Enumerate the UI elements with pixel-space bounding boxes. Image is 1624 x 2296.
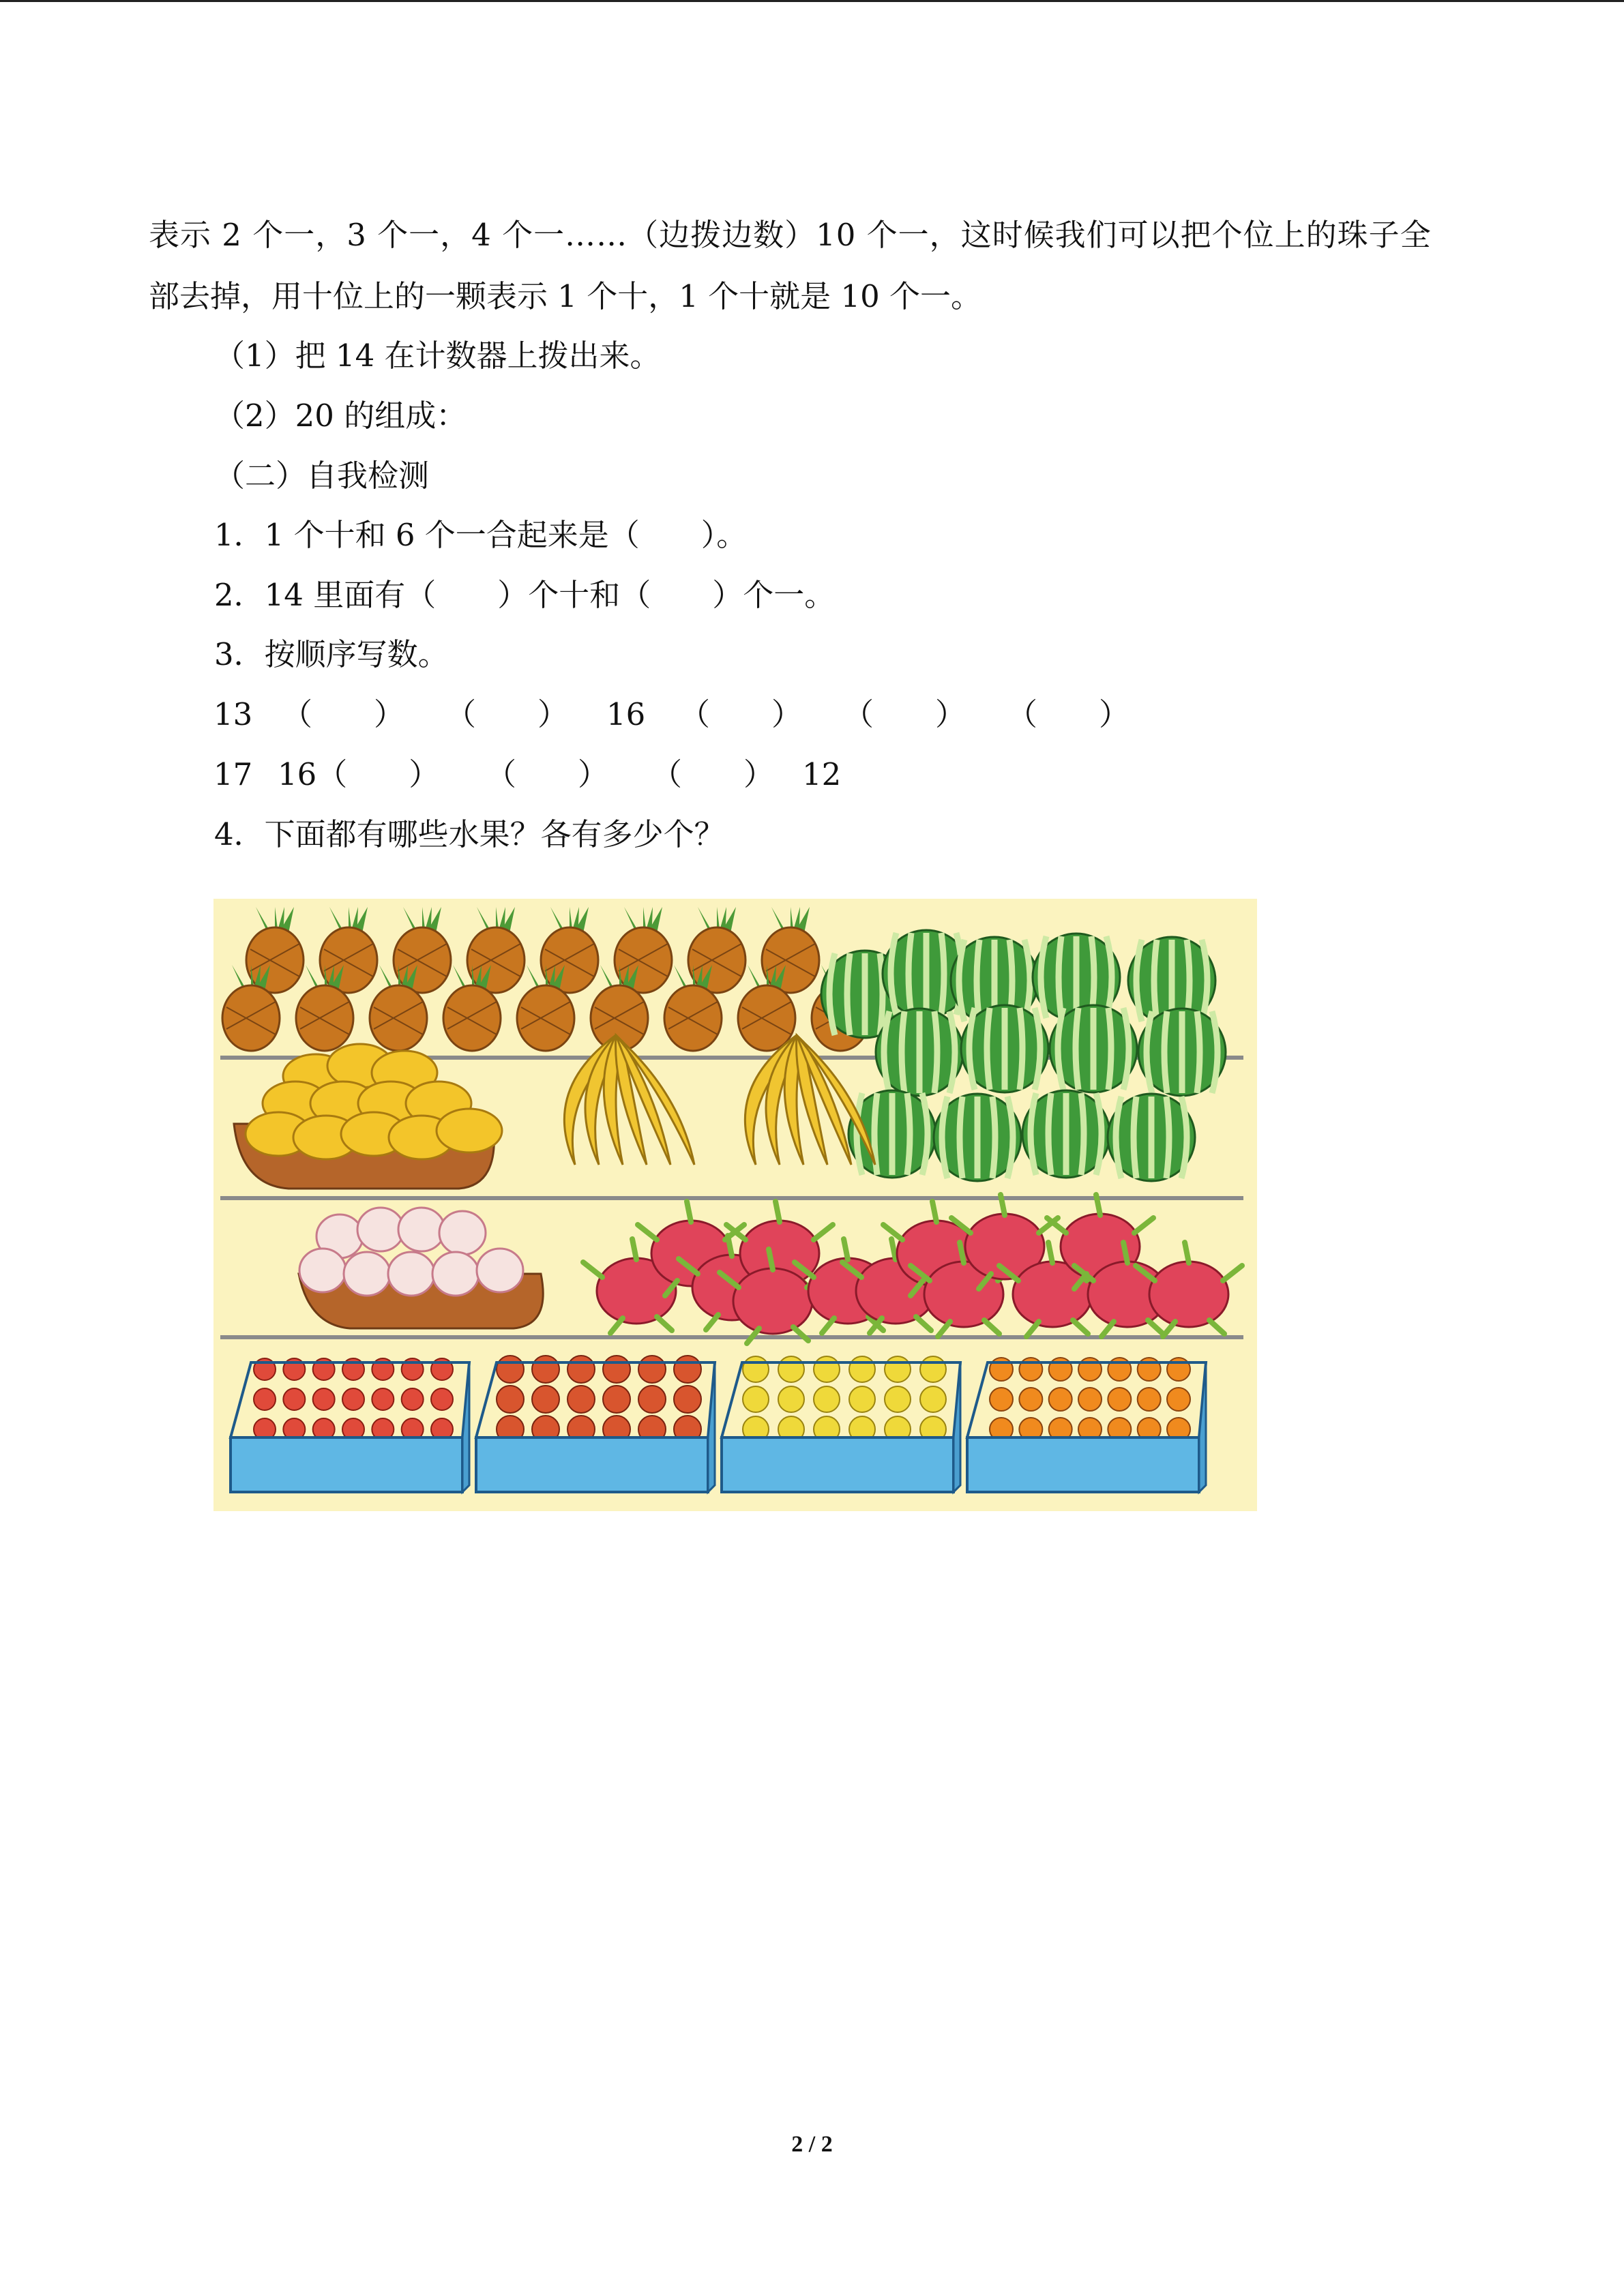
box-fruit (1049, 1388, 1072, 1411)
box-fruit (885, 1356, 911, 1382)
watermelon (1050, 1005, 1137, 1092)
box-fruit (431, 1388, 453, 1410)
box-fruit (603, 1356, 630, 1383)
peach (477, 1249, 523, 1292)
sequence-item: 16（ ） (278, 756, 440, 792)
box-fruit (497, 1356, 524, 1383)
watermelon (961, 1005, 1048, 1092)
question-4: 4．下面都有哪些水果？各有多少个？ (214, 816, 725, 852)
box-fruit (283, 1388, 305, 1410)
watermelon (876, 1009, 963, 1096)
box-fruit (342, 1388, 364, 1410)
question-3: 3．按顺序写数。 (214, 636, 449, 672)
sequence-blank: （ ） (651, 756, 775, 792)
box-fruit (638, 1356, 666, 1383)
item-1: （1）把 14 在计数器上拨出来。 (214, 338, 661, 374)
box-fruit (603, 1386, 630, 1413)
box-front (967, 1437, 1199, 1492)
box-front (722, 1437, 954, 1492)
peach (398, 1208, 445, 1251)
question-2: 2．14 里面有（ ）个十和（ ）个一。 (214, 577, 836, 613)
sequence-item: 12 (802, 756, 842, 792)
paragraph-line-2: 部去掉，用十位上的一颗表示 1 个十，1 个十就是 10 个一。 (149, 278, 982, 314)
box-fruit (532, 1386, 559, 1413)
shelf-line (220, 1196, 1243, 1200)
question-1: 1．1 个十和 6 个一合起来是（ ）。 (214, 517, 748, 553)
sequence-blank: （ ） (282, 696, 405, 732)
item-2: （2）20 的组成： (214, 398, 467, 434)
box-fruit (990, 1388, 1013, 1411)
box-fruit (1138, 1388, 1161, 1411)
box-fruit (778, 1386, 804, 1412)
box-fruit (313, 1388, 335, 1410)
box-fruit (849, 1356, 875, 1382)
page-number: 2 / 2 (791, 2132, 833, 2157)
box-fruit (1078, 1388, 1102, 1411)
sequence-blank: （ ） (486, 756, 609, 792)
watermelon (934, 1094, 1021, 1181)
box-fruit (254, 1388, 276, 1410)
box-fruit (497, 1386, 524, 1413)
box-fruit (567, 1386, 595, 1413)
box-fruit (402, 1388, 424, 1410)
fruit-box (967, 1358, 1206, 1492)
lemon (437, 1109, 502, 1152)
box-fruit (1019, 1388, 1042, 1411)
peach (299, 1249, 346, 1292)
shelf-line (220, 1335, 1243, 1339)
watermelon (1108, 1094, 1195, 1181)
watermelon-group (821, 930, 1226, 1181)
fruit-stand-illustration (213, 899, 1257, 1511)
box-fruit (743, 1386, 769, 1412)
box-fruit (372, 1388, 394, 1410)
box-fruit (674, 1356, 701, 1383)
section-heading: （二）自我检测 (214, 458, 430, 494)
sequence-blank: （ ） (1007, 696, 1130, 732)
sequence-blank: （ ） (445, 696, 569, 732)
peach (344, 1252, 390, 1296)
sequence-blank: （ ） (843, 696, 966, 732)
sequence-item: 17 (213, 756, 253, 792)
box-fruit (885, 1386, 911, 1412)
box-fruit (532, 1356, 559, 1383)
box-fruit (1167, 1388, 1190, 1411)
box-fruit (920, 1356, 946, 1382)
peach (439, 1211, 486, 1255)
sequence-item: 13 (213, 696, 253, 732)
peach (388, 1252, 434, 1296)
sequence-item: 16 (606, 696, 646, 732)
paragraph-line-1: 表示 2 个一，3 个一，4 个一……（边拨边数）10 个一，这时候我们可以把个位上的珠子全 (149, 217, 1432, 253)
box-fruit (567, 1356, 595, 1383)
box-fruit (778, 1356, 804, 1382)
box-front (476, 1437, 708, 1492)
box-fruit (674, 1386, 701, 1413)
sequence-blank: （ ） (679, 696, 803, 732)
box-fruit (743, 1356, 769, 1382)
box-fruit (638, 1386, 666, 1413)
watermelon (1138, 1009, 1226, 1096)
box-front (231, 1437, 462, 1492)
box-fruit (920, 1386, 946, 1412)
box-fruit (814, 1386, 840, 1412)
peach (357, 1208, 404, 1251)
top-border (0, 0, 1624, 2)
peach (432, 1252, 479, 1296)
box-fruit (1108, 1388, 1131, 1411)
box-fruit (849, 1386, 875, 1412)
box-fruit (814, 1356, 840, 1382)
watermelon (1022, 1090, 1110, 1178)
